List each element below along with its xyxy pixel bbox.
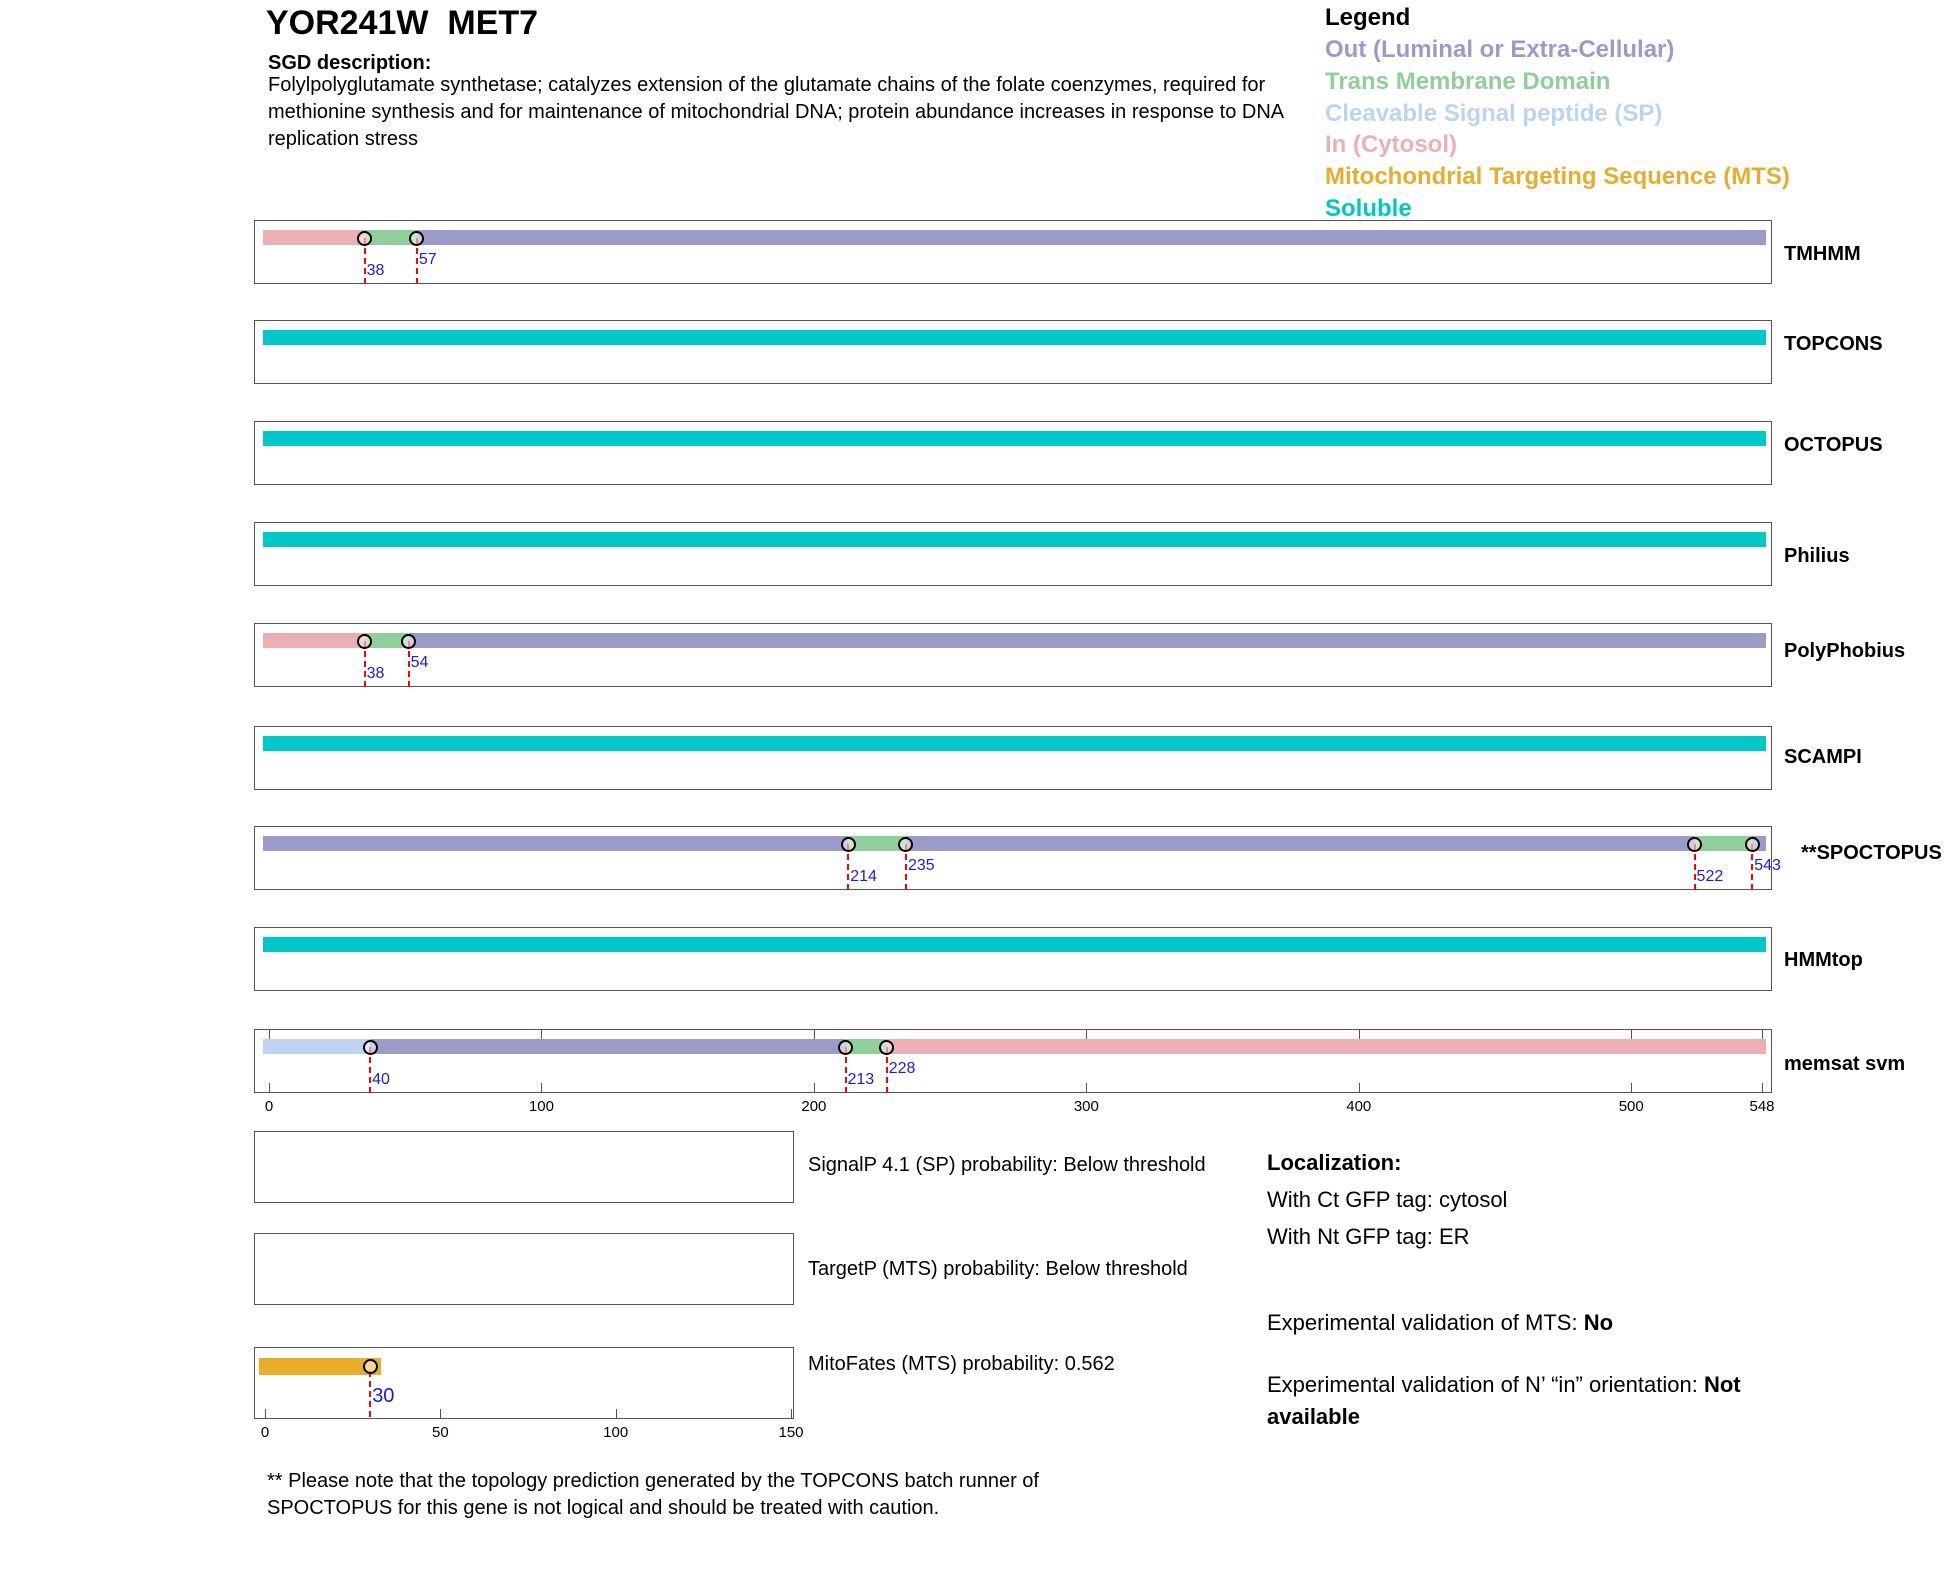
validation-orientation-label: Experimental validation of N’ “in” orientation: xyxy=(1267,1372,1704,1397)
signal-label: SignalP 4.1 (SP) probability: Below threshold xyxy=(808,1154,1206,1176)
mts-cleavage-line xyxy=(369,1371,371,1417)
topology-segment xyxy=(409,633,1766,648)
tool-label: TOPCONS xyxy=(1784,333,1883,355)
signal-axis-tick-label: 50 xyxy=(431,1424,449,1441)
page-title xyxy=(266,4,538,43)
signal-axis-tick-label: 150 xyxy=(778,1424,804,1441)
boundary-position: 38 xyxy=(366,262,385,279)
topology-segment xyxy=(906,836,1695,851)
axis-tick-label: 548 xyxy=(1749,1098,1775,1115)
axis-tick xyxy=(269,1029,270,1039)
topology-segment xyxy=(370,1039,845,1054)
legend-title: Legend xyxy=(1325,4,1411,31)
legend-item: In (Cytosol) xyxy=(1325,131,1457,159)
mts-cleavage-position: 30 xyxy=(372,1385,395,1407)
tool-label: TMHMM xyxy=(1784,243,1861,265)
boundary-marker xyxy=(1745,837,1760,852)
topology-segment xyxy=(263,532,1766,547)
legend-item: Cleavable Signal peptide (SP) xyxy=(1325,99,1663,127)
signal-track xyxy=(254,1131,794,1203)
tool-label: **SPOCTOPUS xyxy=(1801,842,1942,864)
axis-tick xyxy=(1086,1083,1087,1093)
topology-segment xyxy=(263,836,848,851)
topology-segment xyxy=(263,937,1766,952)
axis-tick-label: 400 xyxy=(1346,1098,1372,1115)
legend-item: Trans Membrane Domain xyxy=(1325,67,1611,95)
topology-segment xyxy=(263,736,1766,751)
signal-axis-tick-label: 100 xyxy=(603,1424,629,1441)
axis-tick xyxy=(1762,1029,1763,1039)
signal-axis-tick xyxy=(616,1409,617,1419)
validation-orientation-value: Not available xyxy=(1267,1372,1741,1429)
axis-tick-label: 100 xyxy=(528,1098,554,1115)
topology-segment xyxy=(848,836,906,851)
boundary-position: 38 xyxy=(366,665,385,682)
axis-tick xyxy=(814,1029,815,1039)
legend-item: Mitochondrial Targeting Sequence (MTS) xyxy=(1325,163,1790,191)
boundary-marker xyxy=(357,634,372,649)
boundary-position: 57 xyxy=(418,251,437,268)
axis-tick xyxy=(1086,1029,1087,1039)
axis-tick-label: 500 xyxy=(1618,1098,1644,1115)
axis-tick xyxy=(814,1083,815,1093)
localization-ct: With Ct GFP tag: cytosol xyxy=(1267,1187,1508,1212)
tool-label: SCAMPI xyxy=(1784,746,1862,768)
boundary-position: 40 xyxy=(372,1071,390,1088)
topology-segment xyxy=(263,230,365,245)
tool-label: PolyPhobius xyxy=(1784,640,1906,662)
axis-tick-label: 200 xyxy=(801,1098,827,1115)
axis-tick xyxy=(1631,1083,1632,1093)
boundary-marker xyxy=(409,231,424,246)
validation-mts xyxy=(1267,1310,1613,1336)
topology-segment xyxy=(263,330,1766,345)
validation-orientation xyxy=(1267,1369,1827,1433)
boundary-position: 228 xyxy=(888,1060,916,1077)
boundary-position: 214 xyxy=(850,868,877,885)
legend-item: Out (Luminal or Extra-Cellular) xyxy=(1325,36,1675,63)
axis-tick xyxy=(1359,1083,1360,1093)
axis-tick-label: 300 xyxy=(1073,1098,1099,1115)
signal-axis-tick xyxy=(791,1409,792,1419)
localization-heading: Localization: xyxy=(1267,1150,1402,1175)
axis-tick xyxy=(269,1083,270,1093)
systematic-name: YOR241W xyxy=(266,4,429,42)
boundary-marker xyxy=(1687,837,1702,852)
boundary-position: 522 xyxy=(1696,868,1724,885)
topology-segment xyxy=(1695,836,1753,851)
boundary-marker xyxy=(879,1040,894,1055)
boundary-position: 543 xyxy=(1754,857,1781,874)
topology-segment xyxy=(417,230,1766,245)
boundary-position: 235 xyxy=(907,857,935,874)
boundary-marker xyxy=(838,1040,853,1055)
validation-mts-label: Experimental validation of MTS: xyxy=(1267,1310,1584,1335)
signal-track xyxy=(254,1233,794,1305)
axis-tick-label: 0 xyxy=(264,1098,274,1115)
description-heading: SGD description: xyxy=(268,52,432,74)
axis-tick xyxy=(1762,1083,1763,1093)
boundary-marker xyxy=(898,837,913,852)
legend-item: Soluble xyxy=(1325,195,1412,222)
axis-tick xyxy=(1359,1029,1360,1039)
localization-nt: With Nt GFP tag: ER xyxy=(1267,1224,1470,1249)
tool-label: Philius xyxy=(1784,545,1850,567)
tool-label: HMMtop xyxy=(1784,949,1863,971)
footnote: ** Please note that the topology prediction generated by the TOPCONS batch runner of SPOCTOPUS for this gene is not logical and should be treated with caution. xyxy=(267,1470,1039,1519)
signal-axis-tick xyxy=(265,1409,266,1419)
validation-mts-value: No xyxy=(1583,1310,1614,1335)
topology-segment xyxy=(263,1039,370,1054)
signal-axis-tick-label: 0 xyxy=(260,1424,270,1441)
boundary-marker xyxy=(363,1040,378,1055)
topology-segment xyxy=(263,431,1766,446)
boundary-position: 213 xyxy=(847,1071,875,1088)
boundary-marker xyxy=(401,634,416,649)
topology-segment xyxy=(887,1039,1766,1054)
axis-tick xyxy=(541,1083,542,1093)
boundary-marker xyxy=(357,231,372,246)
description-text: Folylpolyglutamate synthetase; catalyzes extension of the glutamate chains of the folate coenzymes, required for methionine synthesis and for maintenance of mitochondrial DNA; protein abundance increases in response to DNA replication stress xyxy=(268,74,1284,150)
signal-label: TargetP (MTS) probability: Below threshold xyxy=(808,1258,1188,1280)
topology-segment xyxy=(263,633,365,648)
tool-label: memsat svm xyxy=(1784,1053,1906,1075)
boundary-position: 54 xyxy=(410,654,429,671)
boundary-marker xyxy=(841,837,856,852)
axis-tick xyxy=(541,1029,542,1039)
axis-tick xyxy=(1631,1029,1632,1039)
signal-axis-tick xyxy=(440,1409,441,1419)
mts-cleavage-marker xyxy=(363,1359,378,1374)
signal-label: MitoFates (MTS) probability: 0.562 xyxy=(808,1353,1115,1375)
tool-label: OCTOPUS xyxy=(1784,434,1883,456)
standard-name: MET7 xyxy=(447,4,539,42)
